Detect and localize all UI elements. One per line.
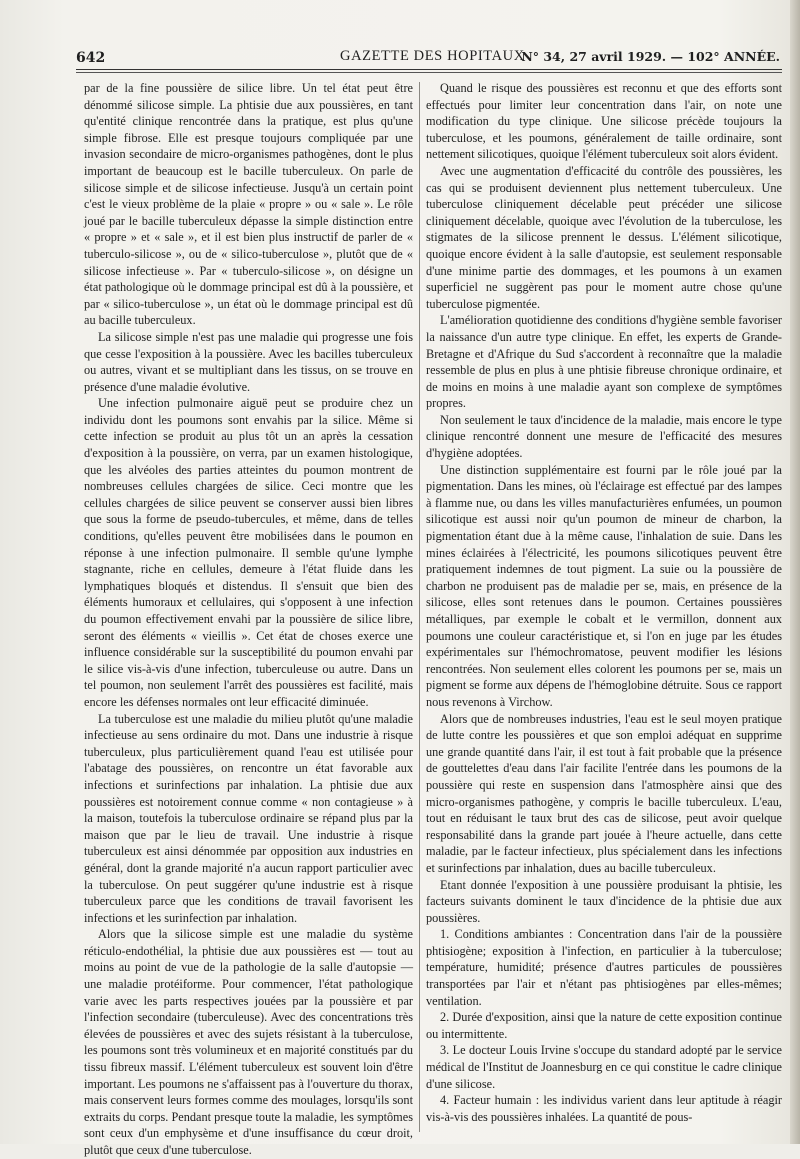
left-paragraph-2: La silicose simple n'est pas une maladie qui progresse une fois que cesse l'exposition à la poussière. Avec les bacilles tuberculeux ou autres, vivant et se multipliant dans les tissus, on se trouve en présence d'une maladie évolutive.	[84, 329, 413, 394]
right-paragraph-7: Etant donnée l'exposition à une poussière produisant la phtisie, les facteurs suivants dominent le taux d'incidence de la phtisie due aux poussières.	[426, 877, 782, 925]
right-paragraph-3: L'amélioration quotidienne des conditions d'hygiène semble favoriser la naissance d'un autre type clinique. En effet, les experts de Grande-Bretagne et d'Afrique du Sud s'accordent à reconnaître que la maladie ressemble de plus en plus à une phtisie fibreuse chronique ordinaire, et de moins en moins à une maladie ayant son complexe de symptômes propres.	[426, 313, 782, 411]
page-number: 642	[76, 50, 106, 66]
left-column	[84, 80, 413, 1157]
column-divider	[419, 82, 420, 1132]
right-paragraph-6: Alors que de nombreuses industries, l'eau est le seul moyen pratique de lutte contre les poussières et que son emploi adéquat en supprime une grande quantité dans l'air, il est tout à fait probable que la présence de gouttelettes d'eau dans l'air facilite l'entrée dans les poumons de la poussière qui reste en suspension dans l'atmosphère ainsi que des micro-organismes pathogène, y compris le bacille tuberculeux. L'eau, tout en réduisant le taux brut des cas de silicose, peut avoir quelque responsabilité dans la grande part jouée à l'heure actuelle, dans cette maladie, par le facteur infectieux, plus spécialement dans les infections et surinfections par inhalation, dues au bacille tuberculeux.	[426, 711, 782, 875]
right-paragraph-2: Avec une augmentation d'efficacité du contrôle des poussières, les cas qui se produisent deviennent plus nettement tuberculeux. Une tuberculose cliniquement décelable peut précéder une silicose cliniquement décelable, quoique avec l'évolution de la tuberculose, les stigmates de la silicose prennent le dessus. L'élément silicotique, quoique encore évident à la salle d'autopsie, est seulement responsable d'une minime partie des dommages, et les poumons à un examen superficiel ne suggèrent pas pour le moment autre chose qu'une tuberculose pigmentée.	[426, 163, 782, 311]
left-paragraph-1: par de la fine poussière de silice libre. Un tel état peut être dénommé silicose simple. La phtisie due aux poussières, en tant qu'entité clinique rencontrée dans la pratique, est plus qu'une simple fibrose. Elle est presque toujours compliquée par une invasion secondaire de micro-organismes pathogènes, dont le plus important de beaucoup est le bacille tuberculeux. On parle de silicose simple et de silicose infectieuse. Jusqu'à un certain point c'est le vieux problème de la plaie « propre » ou « sale ». Le rôle joué par le bacille tuberculeux dépasse la simple distinction entre « propre » et « sale », et il est bien plus instructif de parler de « tuberculo-silicose », ou de « silico-tuberculose », plutôt que de « silicose infectieuse ». Par « tuberculo-silicose », on désigne un état pathologique où le dommage principal est dû à la poussière, et par « silico-tuberculose », un état où le dommage principal est dû au bacille tuberculeux.	[84, 81, 413, 328]
right-paragraph-11: 4. Facteur humain : les individus varient dans leur aptitude à réagir vis-à-vis des poussières inhalées. La quantité de pous-	[426, 1093, 782, 1124]
right-paragraph-5: Une distinction supplémentaire est fourni par le rôle joué par la pigmentation. Dans les mines, où l'éclairage est effectué par des lampes à flamme nue, ou dans les villes manufacturières enfumées, un poumon silicotique est aussi noir qu'un poumon de mineur de charbon, la pigmentation étant due à la même cause, l'inhalation de suie. Dans les mines éclairées à l'électricité, les poumons silicotiques peuvent être pratiquement indemnes de tout pigment. La suie ou la poussière de charbon ne produisent pas de maladie per se, mais, en présence de la silicose, elles sont retenues dans le poumon. Certaines poussières métalliques, par exemple le cobalt et le vermillon, donnent aux poumons une couleur caractéristique et, si l'on en juge par les études expérimentales sur l'hémochromatose, peuvent modifier les lésions rencontrées. Non seulement elles colorent les poumons per se, mais un pigment se forme aux dépens de l'hémoglobine détruite. Sous ce rapport nous revenons à Virchow.	[426, 462, 782, 709]
right-paragraph-1: Quand le risque des poussières est reconnu et que des efforts sont effectués pour limiter leur concentration dans l'air, on note une modification du type clinique. Une silicose précède toujours la tuberculose, et les poumons, généralement de taille ordinaire, sont nettement silicotiques, quoique l'élément tuberculeux soit alors évident.	[426, 81, 782, 162]
issue-info: N° 34, 27 avril 1929. — 102° ANNÉE.	[521, 49, 780, 64]
right-paragraph-10: 3. Le docteur Louis Irvine s'occupe du standard adopté par le service médical de l'Institut de Joannesburg en ce qui constitue le cadre clinique d'une silicose.	[426, 1043, 782, 1091]
right-paragraph-8: 1. Conditions ambiantes : Concentration dans l'air de la poussière phtisiogène; exposition à l'infection, en particulier à la tuberculose; température, humidité; présence d'autres particules de poussières transportées par l'air et n'étant pas phtisiogènes par elles-mêmes; ventilation.	[426, 927, 782, 1008]
journal-title: GAZETTE DES HOPITAUX	[340, 48, 525, 64]
right-column	[426, 80, 782, 1130]
page-header	[72, 46, 784, 68]
left-paragraph-4: La tuberculose est une maladie du milieu plutôt qu'une maladie infectieuse au sens ordinaire du mot. Dans une industrie à risque tuberculeux, plus particulièrement quand l'eau est utilisée pour l'abatage des poussières, on rencontre un état favorable aux infections et surinfections par inhalation. La phtisie due aux poussières est notoirement connue comme « non contagieuse » à la maison, toutefois la tuberculose ordinaire se répand plus par la maison que par le lieu de travail. Une industrie à risque tuberculeux est ainsi dénommée par opposition aux industries en général, dont la grande majorité n'a aucun rapport particulier avec la tuberculose. On peut suggérer qu'une industrie est à risque tuberculeux parce que les conditions de travail favorisent les infections et les surinfection par inhalation.	[84, 711, 413, 925]
right-paragraph-9: 2. Durée d'exposition, ainsi que la nature de cette exposition continue ou intermittente.	[426, 1010, 782, 1041]
left-paragraph-3: Une infection pulmonaire aiguë peut se produire chez un individu dont les poumons sont envahis par la silice. Même si cette infection se produit au plus tôt un an après la cessation d'exposition à la poussière, on verra, par un examen histologique, que les alvéoles des parties atteintes du poumon montrent de nombreuses cellules chargées de silice. Ceci montre que les cellules chargées de silice peuvent se conserver aussi bien libres que sous la forme de pseudo-tubercules, et même, dans de telles conditions, qu'elles peuvent être mobilisées dans le poumon en réponse à une infection pulmonaire. Il semble qu'une lymphe stagnante, riche en cellules, demeure à l'état fluide dans les lymphatiques bloqués et distendus. Il s'ensuit que bien des éléments humoraux et cellulaires, qui s'opposent à une infection du poumon effectivement envahi par la poussière de silice libre, seront des éléments « vieillis ». Cet état de choses exerce une influence considérable sur la susceptibilité du poumon envahi par le silice vis-à-vis d'une infection, tuberculeuse ou autre. Dans un tel poumon, non seulement l'arrêt des poussières est facilité, mais encore les défenses normales ont leur efficacité diminuée.	[84, 396, 413, 709]
left-paragraph-5: Alors que la silicose simple est une maladie du système réticulo-endothélial, la phtisie due aux poussières est — tout au moins au point de vue de la pathologie de la salle d'autopsie — une maladie protéiforme. Pour commencer, l'état pathologique varie avec les parts respectives jouées par la poussière et par l'infection secondaire (tuberculeuse). Avec des concentrations très élevées de poussières et avec des sujets résistant à la tuberculose, les poumons sont très volumineux et en majorité constitués par du tissu fibreux massif. L'élément tuberculeux est souvent loin d'être important. Les poumons ne s'affaissent pas à l'ouverture du thorax, mais conservent leurs formes comme des moulages, lorsqu'ils sont extraits du corps. Pendant presque toute la maladie, les symptômes sont ceux d'un emphysème et d'une insuffisance du cœur droit, plutôt que ceux d'une tuberculose.	[84, 927, 413, 1157]
right-paragraph-4: Non seulement le taux d'incidence de la maladie, mais encore le type clinique rencontré donnent une mesure de l'efficacité des mesures d'hygiène adoptées.	[426, 412, 782, 461]
header-rule	[76, 69, 782, 73]
page-edge-shadow	[790, 0, 800, 1144]
